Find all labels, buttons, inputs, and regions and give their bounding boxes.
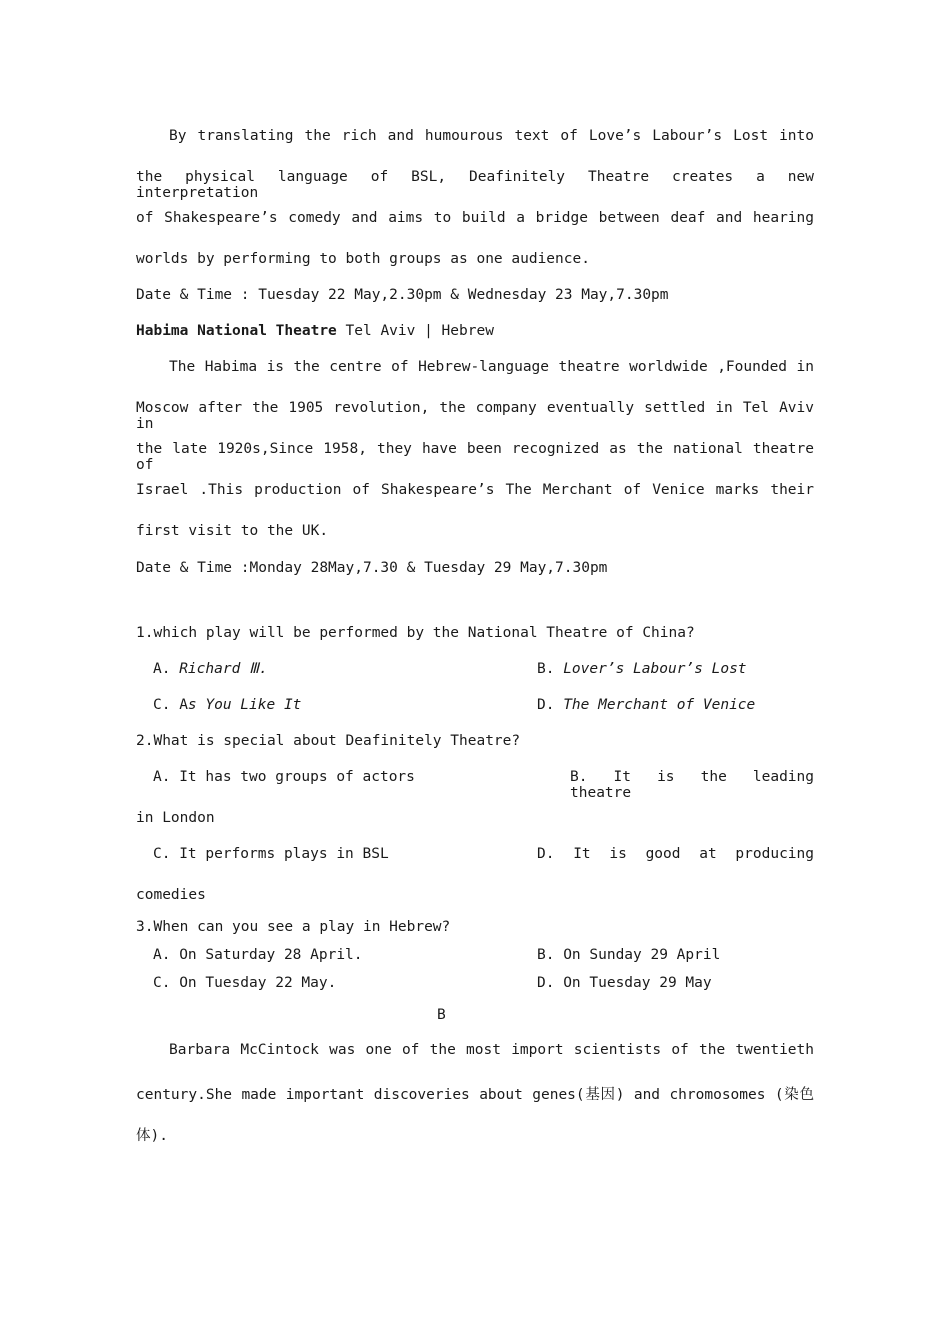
paragraph-line: The Habima is the centre of Hebrew-language theatre worldwide ,Founded in bbox=[169, 359, 814, 375]
date-time: Date & Time :Monday 28May,7.30 & Tuesday 29 May,7.30pm bbox=[136, 560, 608, 576]
question-stem: 2.What is special about Deafinitely Theatre? bbox=[136, 733, 521, 749]
option-text: s You Like It bbox=[187, 697, 302, 713]
question-stem: 1.which play will be performed by the National Theatre of China? bbox=[136, 625, 695, 641]
option-b-continued: in London bbox=[136, 810, 215, 826]
option-prefix: C. A bbox=[153, 697, 188, 713]
option-prefix: A. bbox=[153, 661, 180, 677]
option-text: The Merchant of Venice bbox=[563, 697, 756, 713]
paragraph-line: worlds by performing to both groups as one audience. bbox=[136, 251, 590, 267]
option-d: D. On Tuesday 29 May bbox=[537, 975, 712, 991]
paragraph-line: 体). bbox=[136, 1128, 168, 1144]
option-b: B. On Sunday 29 April bbox=[537, 947, 721, 963]
date-time: Date & Time : Tuesday 22 May,2.30pm & Wednesday 23 May,7.30pm bbox=[136, 287, 669, 303]
option-text: Richard Ⅲ. bbox=[179, 661, 268, 677]
paragraph-line: century.She made important discoveries about genes(基因) and chromosomes (染色 bbox=[136, 1087, 814, 1103]
section-label: B bbox=[437, 1007, 446, 1023]
option-d: D. It is good at producing bbox=[537, 846, 814, 862]
theatre-subtitle: Tel Aviv | Hebrew bbox=[336, 323, 494, 339]
paragraph-line: the late 1920s,Since 1958, they have been recognized as the national theatre of bbox=[136, 441, 814, 473]
option-d bbox=[537, 697, 755, 713]
paragraph-line: Israel .This production of Shakespeare’s The Merchant of Venice marks their bbox=[136, 482, 814, 498]
option-text: Lover’s Labour’s Lost bbox=[563, 661, 747, 677]
option-c bbox=[153, 697, 301, 713]
paragraph-line: first visit to the UK. bbox=[136, 523, 329, 539]
option-prefix: B. bbox=[537, 661, 564, 677]
option-b: B. It is the leading theatre bbox=[570, 769, 814, 801]
option-a: A. On Saturday 28 April. bbox=[153, 947, 363, 963]
option-d-continued: comedies bbox=[136, 887, 206, 903]
paragraph-line: Moscow after the 1905 revolution, the company eventually settled in Tel Aviv in bbox=[136, 400, 814, 432]
theatre-title: Habima National Theatre bbox=[136, 323, 337, 339]
option-a bbox=[153, 661, 268, 677]
question-stem: 3.When can you see a play in Hebrew? bbox=[136, 919, 451, 935]
option-c: C. It performs plays in BSL bbox=[153, 846, 389, 862]
paragraph-line: the physical language of BSL, Deafinitely Theatre creates a new interpretation bbox=[136, 169, 814, 201]
option-c: C. On Tuesday 22 May. bbox=[153, 975, 337, 991]
option-b bbox=[537, 661, 747, 677]
paragraph-line: of Shakespeare’s comedy and aims to build a bridge between deaf and hearing bbox=[136, 210, 814, 226]
option-prefix: D. bbox=[537, 697, 564, 713]
paragraph-line: Barbara McCintock was one of the most import scientists of the twentieth bbox=[169, 1042, 814, 1058]
option-a: A. It has two groups of actors bbox=[153, 769, 415, 785]
theatre-heading bbox=[136, 323, 494, 339]
paragraph-line: By translating the rich and humourous text of Love’s Labour’s Lost into bbox=[169, 128, 814, 144]
